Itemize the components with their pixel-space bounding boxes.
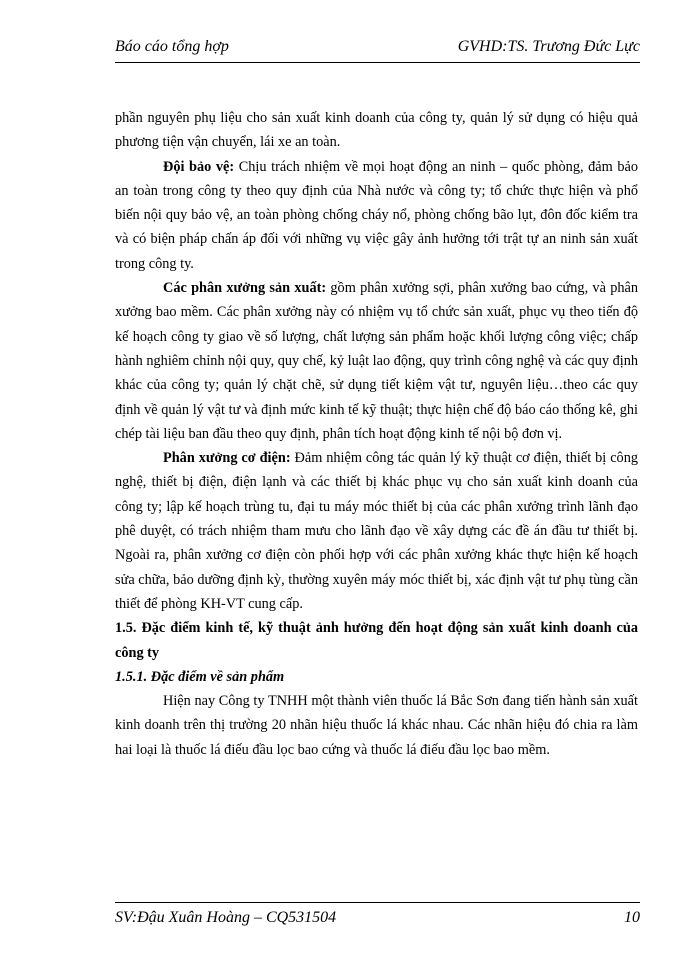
- production-workshops-text: gồm phân xưởng sợi, phân xưởng bao cứng, và phân xưởng bao mềm. Các phân xưởng này có nhiệm vụ tổ chức sản xuất, phục vụ theo tiến độ kế hoạch công ty giao về số lượng, chất lượng sản phẩm hoặc khối lượng công việc; chấp hành nghiêm chỉnh nội quy, quy chế, kỷ luật lao động, quy trình công nghệ và các quy định khác của công ty; quản lý chặt chẽ, sử dụng tiết kiệm vật tư, nguyên liệu…theo các quy định về quản lý vật tư và định mức kinh tế kỹ thuật; thực hiện chế độ báo cáo thống kê, ghi chép tài liệu ban đầu theo quy định, phân tích hoạt động kinh tế nội bộ đơn vị.: [115, 280, 638, 442]
- header-report-title: Báo cáo tổng hợp: [115, 38, 229, 55]
- page-header: [115, 36, 640, 63]
- mechanical-workshop-term: Phân xưởng cơ điện:: [163, 450, 291, 467]
- security-team-term: Đội bảo vệ:: [163, 158, 235, 175]
- security-team-text: Chịu trách nhiệm về mọi hoạt động an ninh – quốc phòng, đảm bảo an toàn trong công ty theo quy định của Nhà nước và công ty; tổ chức thực hiện và phổ biến nội quy bảo vệ, an toàn phòng chống cháy nổ, phòng chống bão lụt, đôn đốc kiểm tra và có biện pháp chấn áp đối với những vụ việc gây ảnh hưởng tới trật tự an ninh sản xuất trong công ty.: [115, 158, 638, 272]
- footer-student: SV:Đậu Xuân Hoàng – CQ531504: [115, 909, 337, 926]
- page-footer: [115, 902, 640, 933]
- page-body: [115, 106, 638, 762]
- subsection-heading-1-5-1: 1.5.1. Đặc điểm về sản phẩm: [115, 668, 285, 685]
- header-supervisor: GVHD:TS. Trương Đức Lực: [457, 38, 640, 55]
- paragraph-production-workshops: [115, 276, 638, 446]
- paragraph-products: Hiện nay Công ty TNHH một thành viên thuốc lá Bắc Sơn đang tiến hành sản xuất kinh doanh trên thị trường 20 nhãn hiệu thuốc lá khác nhau. Các nhãn hiệu đó chia ra làm hai loại là thuốc lá điếu đầu lọc bao cứng và thuốc lá điếu đầu lọc bao mềm.: [115, 693, 638, 758]
- production-workshops-term: Các phân xưởng sản xuất:: [163, 280, 327, 297]
- section-heading-1-5: 1.5. Đặc điểm kinh tế, kỹ thuật ảnh hưởng đến hoạt động sản xuất kinh doanh của công ty: [115, 620, 638, 661]
- paragraph-transport: phần nguyên phụ liệu cho sản xuất kinh doanh của công ty, quản lý sử dụng có hiệu quả phương tiện vận chuyển, lái xe an toàn.: [115, 110, 638, 151]
- page-number: 10: [624, 909, 640, 926]
- paragraph-security-team: [115, 155, 638, 276]
- mechanical-workshop-text: Đảm nhiệm công tác quản lý kỹ thuật cơ điện, thiết bị công nghệ, thiết bị điện, điện lạnh và các thiết bị khác phục vụ cho sản xuất kinh doanh của công ty; lập kế hoạch trùng tu, đại tu máy móc thiết bị của các phân xưởng trình lãnh đạo phê duyệt, có trách nhiệm tham mưu cho lãnh đạo về xây dựng các đề án đầu tư thiết bị. Ngoài ra, phân xưởng cơ điện còn phối hợp với các phân xưởng khác thực hiện kế hoạch sửa chữa, bảo dưỡng định kỳ, thường xuyên máy móc thiết bị, xác định vật tư phụ tùng cần thiết để phòng KH-VT cung cấp.: [115, 450, 638, 612]
- paragraph-mechanical-workshop: [115, 446, 638, 616]
